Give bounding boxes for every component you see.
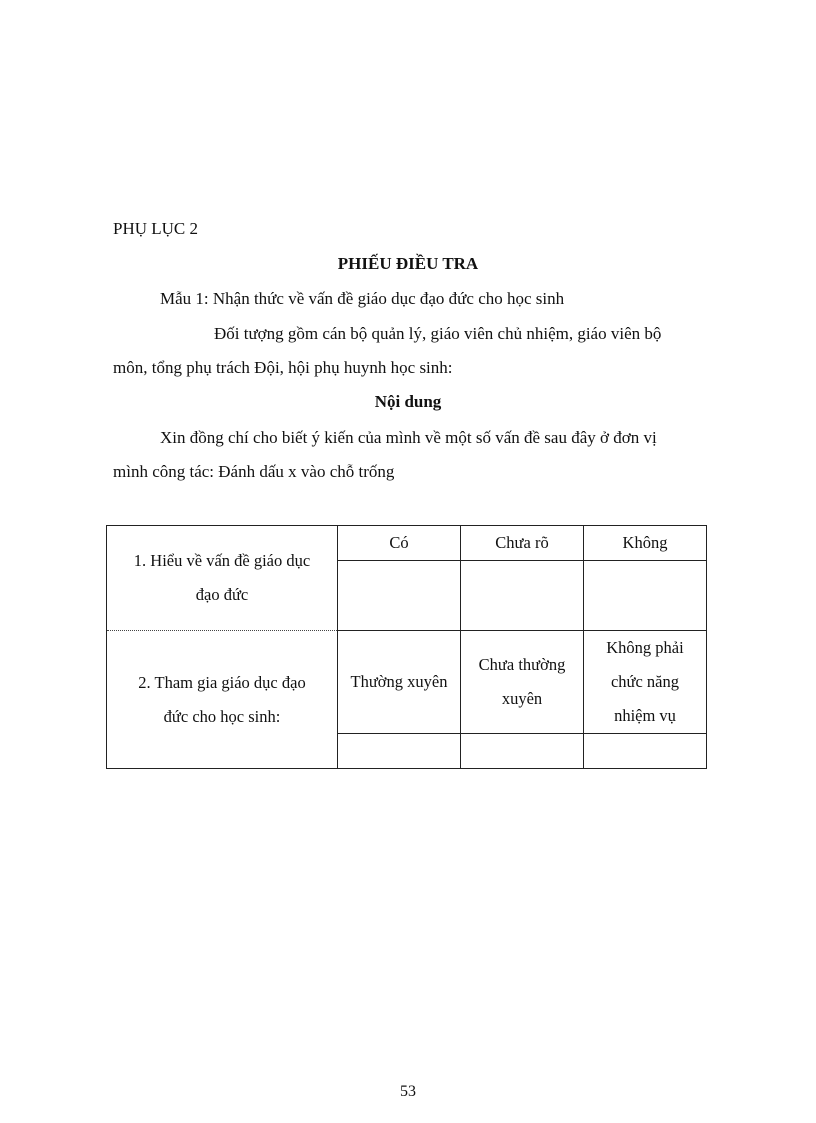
answer-cell-khong-phai[interactable]: [584, 734, 707, 769]
appendix-label: PHỤ LỤC 2: [113, 219, 199, 238]
option-chua-thuong-xuyen-line-2: xuyên: [501, 689, 543, 708]
question-2-line-1: 2. Tham gia giáo dục đạo: [138, 672, 306, 692]
option-khong-phai-line-3: nhiệm vụ: [614, 706, 676, 725]
answer-cell-thuong-xuyen[interactable]: [338, 734, 461, 769]
subject-line-2: môn, tổng phụ trách Đội, hội phụ huynh học sinh:: [113, 358, 453, 377]
question-1-line-1: 1. Hiểu về vấn đề giáo dục: [133, 551, 311, 570]
option-header-co: Có: [338, 526, 461, 561]
intro-line-1: Xin đồng chí cho biết ý kiến của mình về một số vấn đề sau đây ở đơn vị: [160, 428, 657, 447]
question-2-cell: [107, 631, 338, 769]
subject-line-1: Đối tượng gồm cán bộ quản lý, giáo viên chủ nhiệm, giáo viên bộ: [214, 324, 662, 343]
page-number: 53: [400, 1083, 416, 1100]
option-header-chua-ro: Chưa rõ: [461, 526, 584, 561]
option-chua-thuong-xuyen-line-1: Chưa thường: [478, 655, 566, 674]
option-header-khong: Không: [584, 526, 707, 561]
survey-table: [106, 525, 707, 769]
answer-cell-chua-ro[interactable]: [461, 561, 584, 631]
option-header-chua-thuong-xuyen: [461, 631, 584, 734]
option-header-khong-phai: [584, 631, 707, 734]
answer-cell-khong[interactable]: [584, 561, 707, 631]
content-heading: Nội dung: [374, 392, 442, 411]
answer-cell-co[interactable]: [338, 561, 461, 631]
question-1-cell: [107, 526, 338, 631]
option-header-thuong-xuyen: Thường xuyên: [338, 631, 461, 734]
sample-heading: Mẫu 1: Nhận thức về vấn đề giáo dục đạo đức cho học sinh: [160, 289, 565, 308]
question-1-line-2: đạo đức: [195, 585, 249, 604]
answer-cell-chua-thuong-xuyen[interactable]: [461, 734, 584, 769]
option-khong-phai-line-1: Không phải: [606, 638, 684, 657]
question-2-line-2: đức cho học sinh:: [163, 706, 281, 726]
intro-line-2: mình công tác: Đánh dấu x vào chỗ trống: [113, 462, 395, 481]
page-title: PHIẾU ĐIỀU TRA: [337, 254, 479, 273]
option-khong-phai-line-2: chức năng: [610, 672, 680, 691]
